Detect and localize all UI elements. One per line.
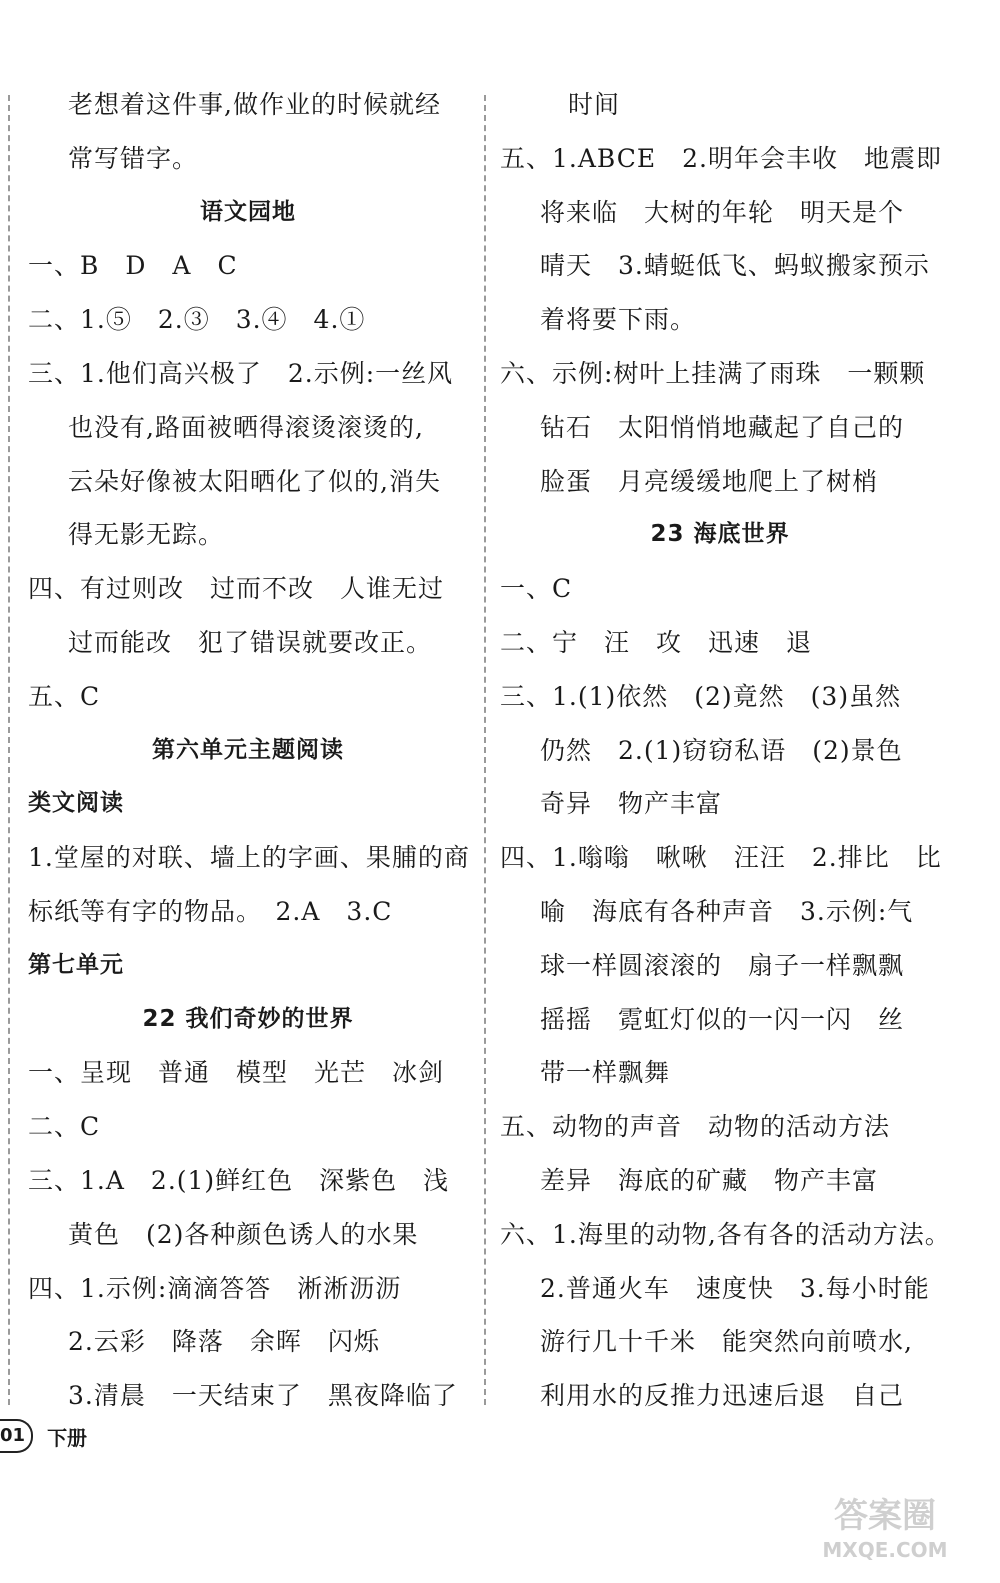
answer-line: 五、动物的声音 动物的活动方法 (500, 1112, 891, 1142)
answer-line: 一、C (500, 574, 573, 604)
answer-line: 四、1.示例:滴滴答答 淅淅沥沥 (28, 1273, 402, 1303)
answer-line: 二、宁 汪 攻 迅速 退 (500, 627, 813, 657)
answer-line: 四、1.嗡嗡 啾啾 汪汪 2.排比 比 (500, 843, 942, 873)
answer-line: 三、1.A 2.(1)鲜红色 深紫色 浅 (28, 1165, 450, 1195)
answer-line: 过而能改 犯了错误就要改正。 (68, 627, 433, 657)
answer-line: 着将要下雨。 (540, 305, 697, 335)
section-heading: 类文阅读 (28, 790, 124, 817)
answer-line: 云朵好像被太阳晒化了似的,消失 (68, 466, 441, 496)
answer-line: 脸蛋 月亮缓缓地爬上了树梢 (540, 466, 879, 496)
answer-line: 差异 海底的矿藏 物产丰富 (540, 1165, 879, 1195)
left-column (28, 78, 468, 1423)
answer-line: 奇异 物产丰富 (540, 789, 723, 819)
answer-line: 2.云彩 降落 余晖 闪烁 (68, 1327, 380, 1357)
answer-line: 标纸等有字的物品。 2.A 3.C (28, 896, 393, 926)
volume-label: 下册 (47, 1425, 88, 1450)
answer-line: 常写错字。 (68, 143, 199, 173)
answer-line: 三、1.他们高兴极了 2.示例:一丝风 (28, 358, 454, 388)
section-heading: 第七单元 (28, 951, 124, 978)
answer-line: 摇摇 霓虹灯似的一闪一闪 丝 (540, 1004, 905, 1034)
answer-line: 黄色 (2)各种颜色诱人的水果 (68, 1219, 419, 1249)
answer-line: 游行几十千米 能突然向前喷水, (540, 1327, 913, 1357)
answer-line: 利用水的反推力迅速后退 自己 (540, 1381, 905, 1411)
answer-line: 二、C (28, 1112, 101, 1142)
left-margin-rule (8, 95, 10, 1405)
answer-line: 1.堂屋的对联、墙上的字画、果脯的商 (28, 843, 470, 873)
answer-line: 球一样圆滚滚的 扇子一样飘飘 (540, 950, 905, 980)
answer-line: 仍然 2.(1)窃窃私语 (2)景色 (540, 735, 903, 765)
watermark-line1: 答案圈 (834, 1496, 936, 1536)
answer-line: 喻 海底有各种声音 3.示例:气 (540, 896, 914, 926)
answer-line: 也没有,路面被晒得滚烫滚烫的, (68, 412, 424, 442)
answer-line: 五、1.ABCE 2.明年会丰收 地震即 (500, 143, 942, 173)
answer-line: 钻石 太阳悄悄地藏起了自己的 (540, 412, 905, 442)
answer-line: 二、1.⑤ 2.③ 3.④ 4.① (28, 305, 366, 335)
answer-line: 带一样飘舞 (540, 1058, 671, 1088)
answer-line: 一、呈现 普通 模型 光芒 冰剑 (28, 1058, 445, 1088)
answer-line: 一、B D A C (28, 251, 238, 281)
section-title: 22 我们奇妙的世界 (142, 1005, 354, 1032)
answer-line: 时间 (568, 90, 621, 119)
page-number: 01 (0, 1419, 33, 1453)
answer-line: 2.普通火车 速度快 3.每小时能 (540, 1273, 930, 1303)
answer-line: 得无影无踪。 (68, 520, 225, 550)
section-title: 第六单元主题阅读 (152, 736, 344, 763)
answer-line: 晴天 3.蜻蜓低飞、蚂蚁搬家预示 (540, 251, 930, 281)
answer-line: 将来临 大树的年轮 明天是个 (540, 197, 905, 227)
section-title: 语文园地 (200, 198, 296, 225)
answer-line: 老想着这件事,做作业的时候就经 (68, 90, 441, 119)
watermark-line2: MXQE.COM (822, 1538, 948, 1562)
column-divider (484, 95, 486, 1405)
answer-line: 六、1.海里的动物,各有各的活动方法。 (500, 1219, 951, 1249)
section-title: 23 海底世界 (650, 521, 790, 548)
answer-line: 三、1.(1)依然 (2)竟然 (3)虽然 (500, 681, 902, 711)
answer-line: 六、示例:树叶上挂满了雨珠 一颗颗 (500, 358, 926, 388)
answer-line: 3.清晨 一天结束了 黑夜降临了 (68, 1381, 458, 1411)
watermark-logo (800, 1485, 970, 1565)
answer-line: 四、有过则改 过而不改 人谁无过 (28, 574, 445, 604)
page-footer (0, 1418, 87, 1454)
right-column (500, 78, 951, 1423)
answer-line: 五、C (28, 681, 101, 711)
